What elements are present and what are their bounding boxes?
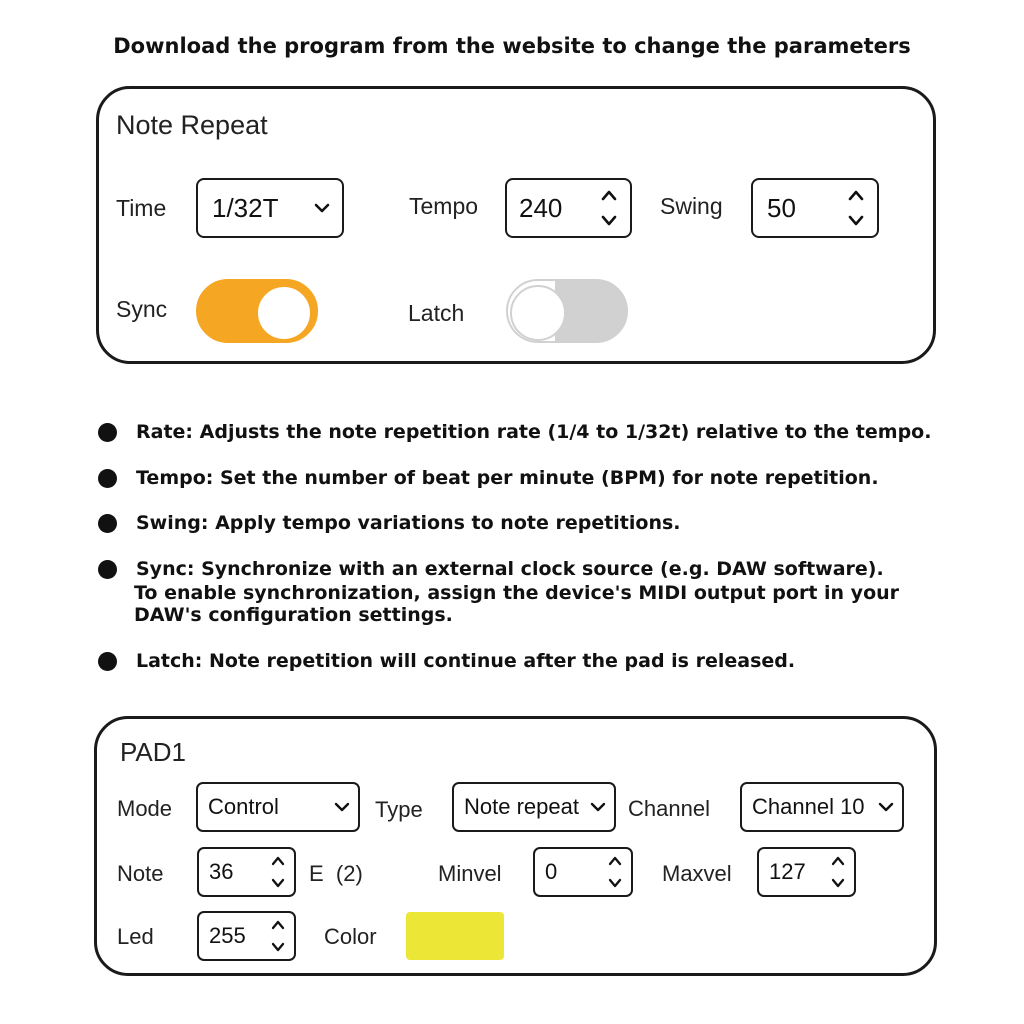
- minvel-stepper[interactable]: [533, 847, 633, 897]
- spinner-arrows-icon[interactable]: [270, 854, 286, 890]
- time-label: Time: [116, 195, 167, 221]
- feature-description-list: [96, 420, 996, 673]
- tempo-label: Tempo: [409, 193, 479, 219]
- list-item-text: Swing: Apply tempo variations to note repetitions.: [136, 512, 681, 534]
- note-label: Note: [117, 861, 164, 886]
- type-select-value: Note repeat: [464, 794, 579, 819]
- channel-label: Channel: [628, 796, 710, 821]
- note-name: E (2): [309, 861, 363, 886]
- list-item: [96, 511, 996, 535]
- latch-toggle-knob: [510, 285, 566, 341]
- spinner-arrows-icon[interactable]: [600, 188, 618, 228]
- bullet-icon: [98, 469, 117, 488]
- sync-toggle[interactable]: [196, 279, 318, 343]
- mode-select-value: Control: [208, 794, 279, 819]
- list-item-text: DAW's configuration settings.: [134, 604, 453, 626]
- spinner-arrows-icon[interactable]: [270, 918, 286, 954]
- spinner-arrows-icon[interactable]: [607, 854, 623, 890]
- swing-label: Swing: [660, 193, 723, 219]
- sync-toggle-knob: [256, 285, 312, 341]
- maxvel-stepper[interactable]: [757, 847, 856, 897]
- minvel-value: 0: [545, 859, 558, 884]
- bullet-icon: [98, 514, 117, 533]
- latch-toggle[interactable]: [506, 279, 628, 343]
- led-label: Led: [117, 924, 154, 949]
- tempo-value: 240: [519, 192, 563, 223]
- led-value: 255: [209, 923, 246, 948]
- time-select-value: 1/32T: [212, 192, 279, 223]
- list-item-text: Sync: Synchronize with an external clock source (e.g. DAW software).: [136, 558, 884, 580]
- tempo-stepper[interactable]: [505, 178, 632, 238]
- bullet-icon: [98, 652, 117, 671]
- list-item-text: Tempo: Set the number of beat per minute (BPM) for note repetition.: [136, 467, 879, 489]
- chevron-down-icon: [590, 802, 606, 812]
- list-item-text: Rate: Adjusts the note repetition rate (1/4 to 1/32t) relative to the tempo.: [136, 421, 932, 443]
- chevron-down-icon: [334, 802, 350, 812]
- note-value: 36: [209, 859, 234, 884]
- chevron-down-icon: [314, 203, 330, 213]
- list-item-text: To enable synchronization, assign the device's MIDI output port in your: [134, 582, 900, 604]
- list-item: [96, 420, 996, 444]
- time-select[interactable]: [196, 178, 344, 238]
- maxvel-label: Maxvel: [662, 861, 732, 886]
- minvel-label: Minvel: [438, 861, 502, 886]
- page-headline: Download the program from the website to change the parameters: [113, 34, 911, 58]
- list-item: [96, 649, 996, 673]
- bullet-icon: [98, 423, 117, 442]
- maxvel-value: 127: [769, 859, 806, 884]
- mode-label: Mode: [117, 796, 173, 821]
- list-item: [96, 557, 996, 627]
- swing-stepper[interactable]: [751, 178, 879, 238]
- bullet-icon: [98, 560, 117, 579]
- type-label: Type: [375, 797, 423, 822]
- list-item: [96, 466, 996, 490]
- led-stepper[interactable]: [197, 911, 296, 961]
- type-select[interactable]: [452, 782, 616, 832]
- mode-select[interactable]: [196, 782, 360, 832]
- note-repeat-title: Note Repeat: [116, 110, 268, 140]
- color-swatch[interactable]: [406, 912, 504, 960]
- sync-label: Sync: [116, 296, 168, 322]
- swing-value: 50: [767, 192, 796, 223]
- latch-label: Latch: [408, 300, 465, 326]
- pad-title: PAD1: [120, 737, 186, 767]
- channel-select[interactable]: [740, 782, 904, 832]
- color-label: Color: [324, 924, 377, 949]
- spinner-arrows-icon[interactable]: [847, 188, 865, 228]
- list-item-text: Latch: Note repetition will continue after the pad is released.: [136, 650, 796, 672]
- chevron-down-icon: [878, 802, 894, 812]
- note-stepper[interactable]: [197, 847, 296, 897]
- spinner-arrows-icon[interactable]: [830, 854, 846, 890]
- channel-select-value: Channel 10: [752, 794, 865, 819]
